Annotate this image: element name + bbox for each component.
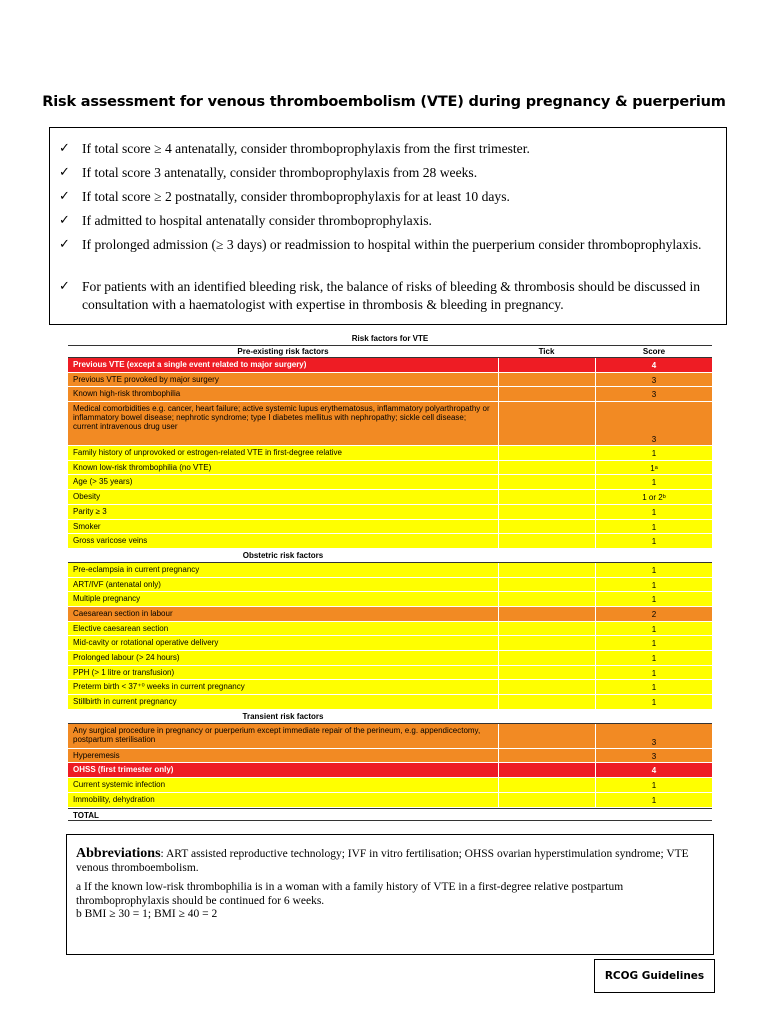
risk-factor: Obesity	[73, 492, 101, 502]
tick-cell-divider	[498, 724, 499, 748]
tick-cell-divider	[498, 666, 499, 680]
risk-factor: Elective caesarean section	[73, 623, 169, 633]
tick-cell-divider	[498, 622, 499, 636]
recommendation-item: ✓ For patients with an identified bleeding risk, the balance of risks of bleeding & thrombosis should be discussed in consultation with a haematologist with expertise in thrombosis & bleeding in pregnancy.	[59, 279, 701, 312]
table-row	[68, 387, 712, 402]
section-heading: Transient risk factors	[68, 710, 712, 724]
risk-score: 3	[651, 435, 657, 445]
risk-factor: Previous VTE provoked by major surgery	[73, 374, 219, 384]
risk-factor: Caesarean section in labour	[73, 608, 173, 618]
total-row	[68, 808, 712, 821]
risk-factor: Multiple pregnancy	[73, 594, 141, 604]
tick-cell-divider	[498, 520, 499, 534]
table-row	[68, 563, 712, 578]
risk-score: 4	[651, 361, 657, 370]
abbreviations-heading: Abbreviations	[76, 846, 161, 861]
risk-factor: Any surgical procedure in pregnancy or puerperium except immediate repair of the perineum, e.g. appendicectomy, postpartum sterilisation	[73, 725, 481, 744]
risk-score: 3	[651, 751, 657, 761]
tick-cell-divider	[498, 749, 499, 763]
table-row	[68, 724, 712, 749]
col-header-factors: Pre-existing risk factors	[237, 347, 329, 356]
table-row	[68, 358, 712, 373]
risk-factor: Age (> 35 years)	[73, 477, 133, 487]
table-body	[68, 358, 712, 821]
risk-factor: Mid-cavity or rotational operative delivery	[73, 638, 219, 648]
table-row	[68, 763, 712, 778]
table-caption: Risk factors for VTE	[351, 334, 429, 343]
table-row	[68, 373, 712, 388]
tick-cell-divider	[498, 636, 499, 650]
check-icon: ✓	[59, 165, 70, 180]
source-label: RCOG Guidelines	[594, 959, 715, 993]
table-row	[68, 778, 712, 793]
table-row	[68, 461, 712, 476]
risk-score: 2	[651, 609, 657, 619]
risk-factor: Preterm birth < 37⁺⁰ weeks in current pregnancy	[73, 682, 245, 692]
recommendation-item: ✓ If total score 3 antenatally, consider thromboprophylaxis from 28 weeks.	[59, 165, 478, 180]
tick-cell-divider	[498, 461, 499, 475]
section-heading: Obstetric risk factors	[68, 549, 712, 563]
risk-factor-table	[68, 345, 712, 821]
tick-cell-divider	[498, 475, 499, 489]
risk-score: 1ᵃ	[650, 463, 658, 473]
table-row	[68, 666, 712, 681]
risk-score: 1	[651, 449, 657, 459]
risk-factor: Known high-risk thrombophilia	[73, 389, 181, 399]
recommendation-item: ✓ If admitted to hospital antenatally consider thromboprophylaxis.	[59, 213, 432, 228]
risk-score: 1	[651, 507, 657, 517]
table-row	[68, 446, 712, 461]
total-label: TOTAL	[73, 810, 99, 820]
tick-cell-divider	[498, 563, 499, 577]
table-header	[68, 345, 712, 358]
table-row	[68, 505, 712, 520]
risk-score: 1 or 2ᵇ	[642, 493, 666, 503]
risk-factor: Prolonged labour (> 24 hours)	[73, 653, 180, 662]
risk-factor: Known low-risk thrombophilia (no VTE)	[73, 462, 212, 472]
risk-factor: Previous VTE (except a single event related to major surgery)	[73, 360, 307, 369]
risk-factor: Medical comorbidities e.g. cancer, heart failure; active systemic lupus erythematosus, inflammatory polyarthropathy or inflammatory bowel disease; nephrotic syndrome; type I diabetes mellitus with nephropathy; sickle cell disease; current intravenous drug user	[73, 404, 490, 432]
tick-cell-divider	[498, 490, 499, 504]
risk-score: 1	[651, 654, 657, 663]
risk-score: 1	[651, 795, 657, 805]
tick-cell-divider	[498, 402, 499, 445]
risk-score: 3	[651, 390, 657, 400]
tick-cell-divider	[498, 578, 499, 592]
tick-cell-divider	[498, 793, 499, 807]
tick-cell-divider	[498, 763, 499, 777]
risk-score: 1	[651, 698, 657, 708]
tick-cell-divider	[498, 505, 499, 519]
risk-score: 1	[651, 595, 657, 605]
table-row	[68, 475, 712, 490]
recommendation-item: ✓ If prolonged admission (≥ 3 days) or readmission to hospital within the puerperium consider thromboprophylaxis.	[59, 237, 702, 252]
check-icon: ✓	[59, 213, 70, 228]
recommendation-item: ✓ If total score ≥ 2 postnatally, consider thromboprophylaxis for at least 10 days.	[59, 189, 510, 204]
risk-score: 3	[651, 737, 657, 747]
tick-cell-divider	[498, 607, 499, 621]
table-row	[68, 636, 712, 651]
risk-factor: PPH (> 1 litre or transfusion)	[73, 667, 175, 677]
table-row	[68, 592, 712, 607]
recommendation-item: ✓ If total score ≥ 4 antenatally, consider thromboprophylaxis from the first trimester.	[59, 141, 530, 156]
abbreviations-text: : ART assisted reproductive technology; IVF in vitro fertilisation; OHSS ovarian hyperstimulation syndrome; VTE venous thromboembolism.	[76, 848, 689, 874]
risk-factor: Gross varicose veins	[73, 536, 148, 546]
check-icon: ✓	[59, 141, 70, 156]
tick-cell-divider	[498, 680, 499, 694]
risk-score: 3	[651, 375, 657, 385]
footnote-b: b BMI ≥ 30 = 1; BMI ≥ 40 = 2	[76, 908, 218, 920]
table-row	[68, 534, 712, 549]
risk-factor: Current systemic infection	[73, 780, 166, 790]
risk-score: 1	[651, 624, 657, 634]
risk-score: 1	[651, 683, 657, 693]
risk-factor: Parity ≥ 3	[73, 506, 107, 516]
risk-factor: Stillbirth in current pregnancy	[73, 697, 177, 707]
risk-factor: OHSS (first trimester only)	[73, 765, 174, 775]
table-row	[68, 680, 712, 695]
table-row	[68, 402, 712, 446]
footnote-a: a If the known low-risk thrombophilia is in a woman with a family history of VTE in a first-degree relative postpartum thromboprophylaxis should be continued for 6 weeks.	[76, 881, 624, 907]
risk-score: 1	[651, 781, 657, 791]
risk-factor: Pre-eclampsia in current pregnancy	[73, 564, 200, 574]
col-header-score: Score	[642, 347, 666, 356]
risk-score: 1	[651, 537, 657, 547]
risk-factor: Hyperemesis	[73, 750, 120, 760]
risk-factor: ART/IVF (antenatal only)	[73, 579, 161, 589]
table-row	[68, 490, 712, 505]
risk-score: 1	[651, 580, 657, 590]
tick-cell-divider	[498, 373, 499, 387]
tick-cell-divider	[498, 446, 499, 460]
col-header-tick: Tick	[538, 347, 555, 356]
risk-score: 1	[651, 522, 657, 532]
risk-score: 1	[651, 668, 657, 678]
risk-score: 1	[651, 478, 657, 488]
risk-score: 4	[651, 766, 657, 776]
tick-cell-divider	[498, 534, 499, 548]
risk-score: 1	[651, 565, 657, 575]
table-row	[68, 622, 712, 637]
page-title: Risk assessment for venous thromboembolism (VTE) during pregnancy & puerperium	[42, 94, 726, 110]
tick-cell-divider	[498, 592, 499, 606]
risk-factor: Immobility, dehydration	[73, 794, 155, 804]
table-row	[68, 695, 712, 710]
table-row	[68, 578, 712, 593]
risk-factor: Smoker	[73, 521, 101, 531]
check-icon: ✓	[59, 237, 70, 252]
table-row	[68, 749, 712, 764]
risk-score: 1	[651, 639, 657, 649]
table-row	[68, 607, 712, 622]
table-row	[68, 651, 712, 666]
check-icon: ✓	[59, 189, 70, 204]
tick-cell-divider	[498, 778, 499, 792]
recommendations-box	[49, 127, 727, 325]
check-icon: ✓	[59, 279, 70, 294]
abbreviations-box	[66, 834, 714, 955]
tick-cell-divider	[498, 358, 499, 372]
table-row	[68, 520, 712, 535]
tick-cell-divider	[498, 651, 499, 665]
tick-cell-divider	[498, 695, 499, 709]
table-row	[68, 793, 712, 808]
risk-factor: Family history of unprovoked or estrogen-related VTE in first-degree relative	[73, 448, 343, 458]
tick-cell-divider	[498, 387, 499, 401]
